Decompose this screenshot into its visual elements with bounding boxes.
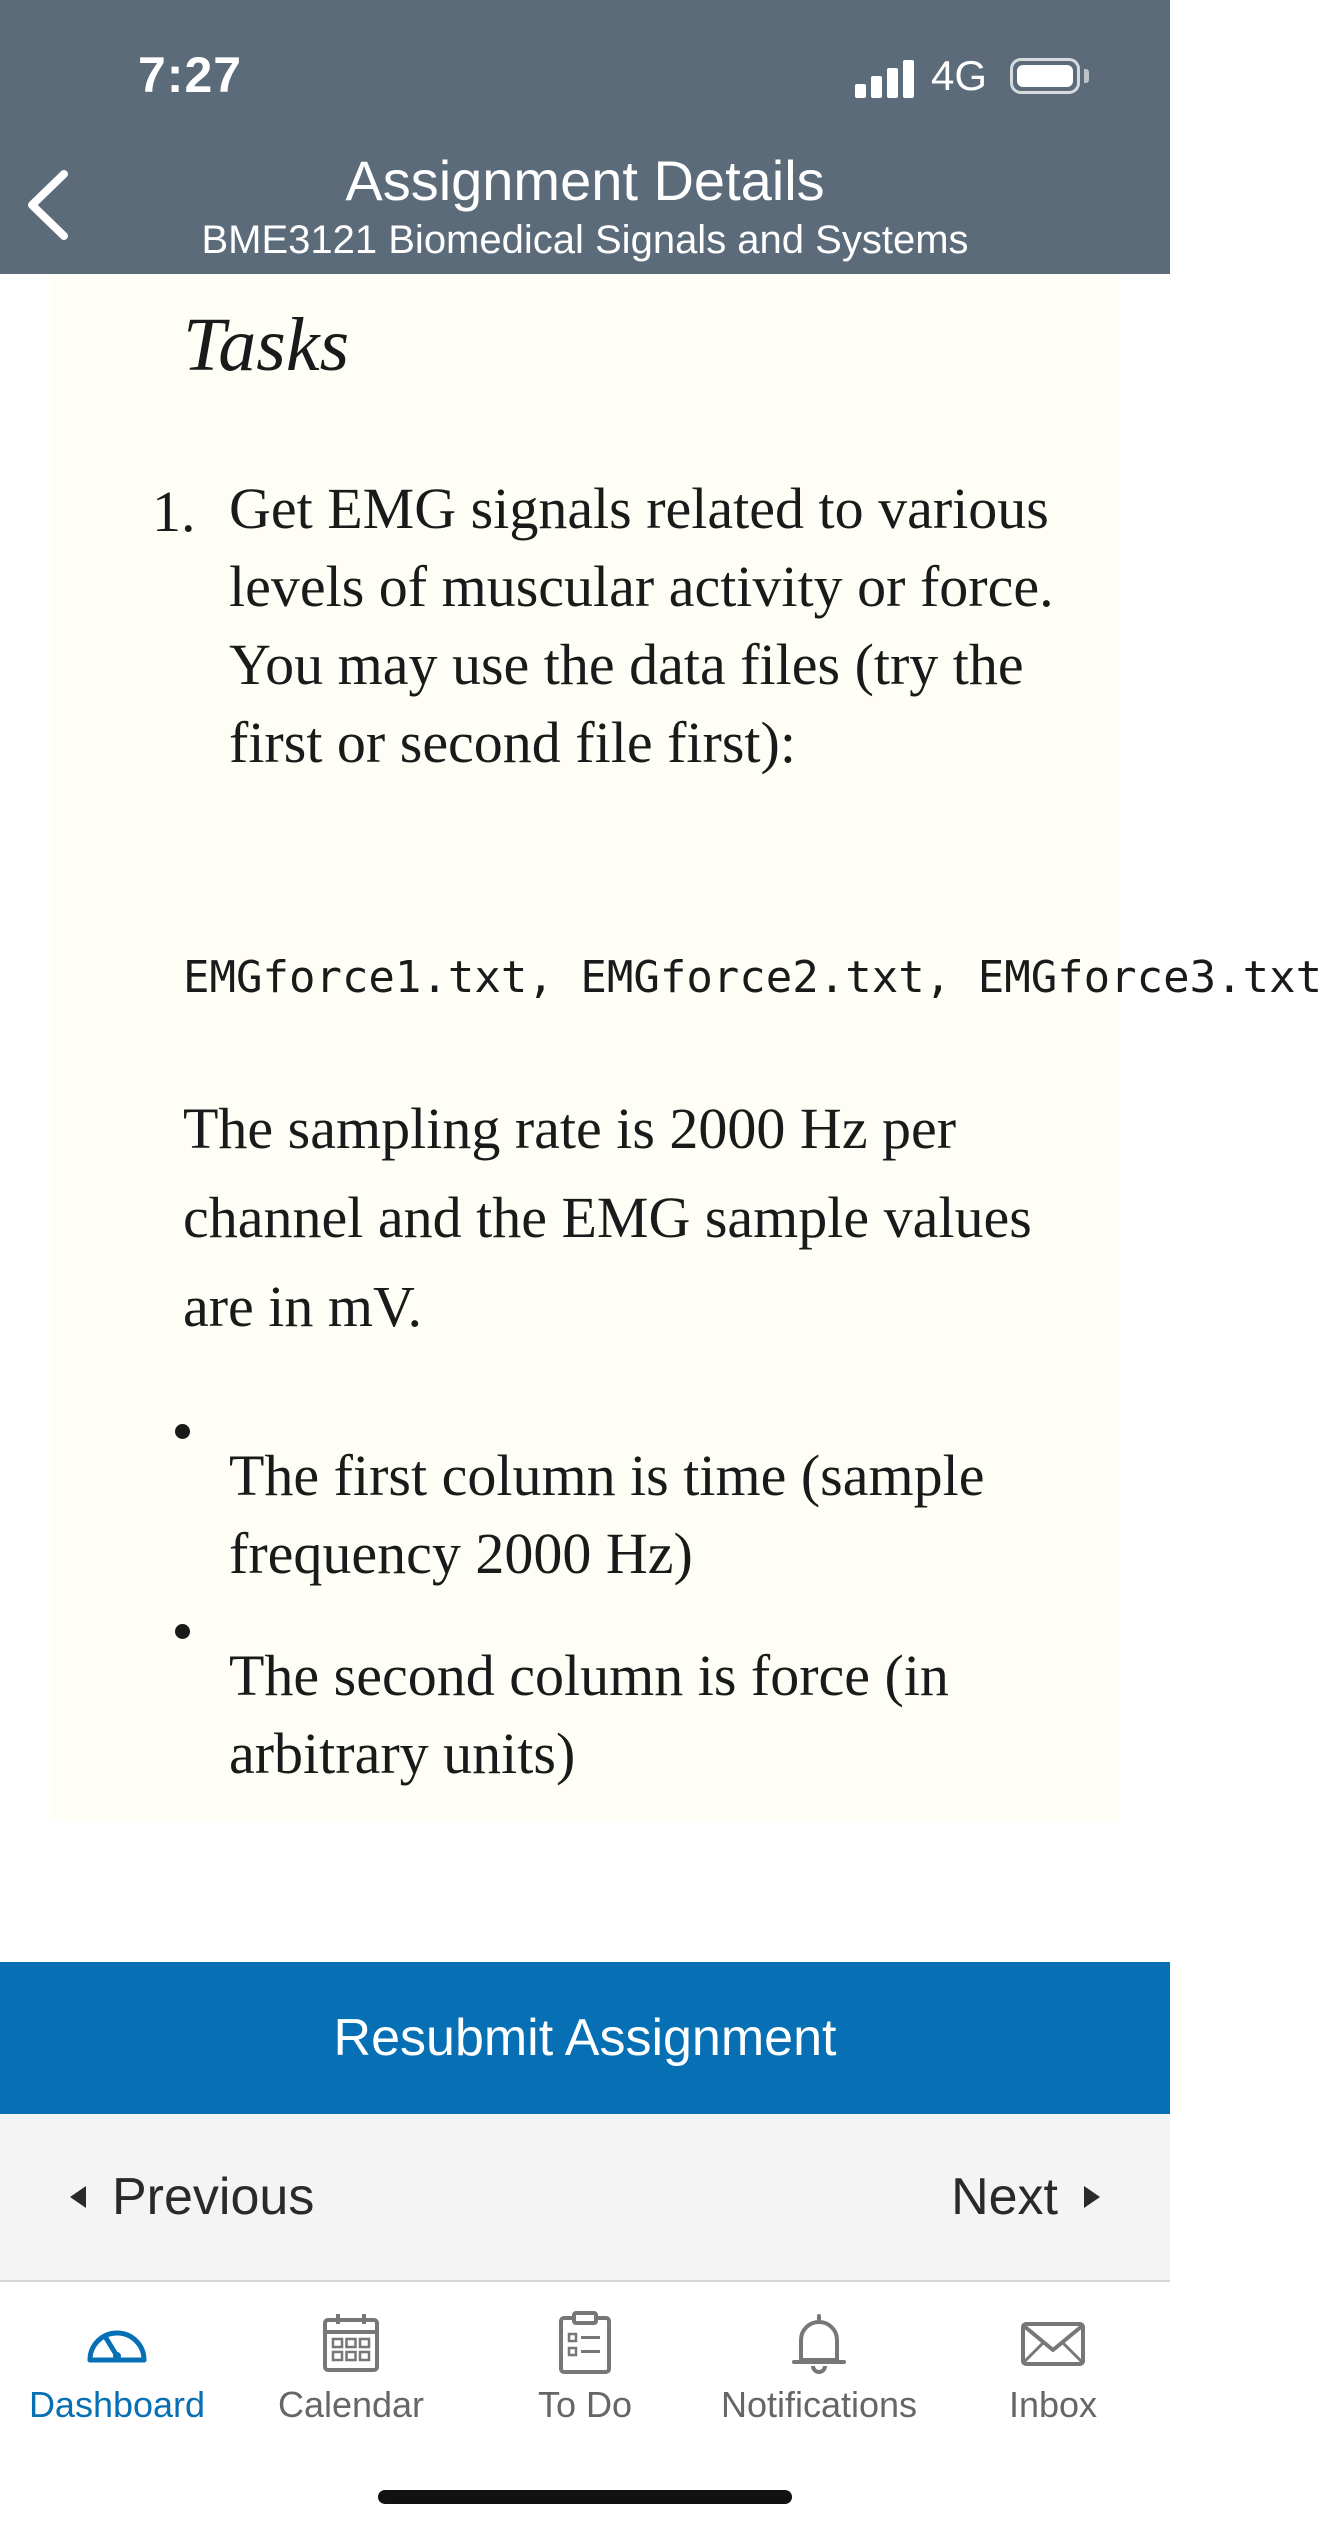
- next-button[interactable]: [951, 2114, 1100, 2280]
- bullet-item: The second column is force (in arbitrary units): [229, 1643, 949, 1786]
- previous-button[interactable]: [70, 2114, 314, 2280]
- dashboard-icon: [82, 2308, 152, 2378]
- network-type: 4G: [931, 52, 988, 99]
- envelope-icon: [1018, 2308, 1088, 2378]
- course-subtitle: BME3121 Biomedical Signals and Systems: [201, 218, 969, 262]
- tab-notifications[interactable]: [702, 2282, 936, 2482]
- status-time: 7:27: [138, 47, 243, 103]
- data-files-code[interactable]: EMGforce1.txt, EMGforce2.txt, EMGforce3.txt: [183, 952, 1322, 1003]
- tab-label: Dashboard: [28, 2384, 206, 2425]
- list-number: 1.: [152, 479, 196, 544]
- bullet-dot: [175, 1424, 190, 1439]
- cellular-signal-icon: [855, 58, 915, 98]
- bell-icon: [784, 2308, 854, 2378]
- pager-bar: [0, 2114, 1170, 2282]
- caret-right-icon: [1084, 2186, 1100, 2208]
- tab-label: Notifications: [720, 2384, 918, 2425]
- home-indicator[interactable]: [378, 2490, 792, 2504]
- todo-clipboard-icon: [550, 2308, 620, 2378]
- bullet-dot: [175, 1624, 190, 1639]
- tab-label: Calendar: [277, 2384, 425, 2425]
- bullet-item: The first column is time (sample frequency 2000 Hz): [229, 1443, 985, 1586]
- caret-left-icon: [70, 2186, 86, 2208]
- tab-inbox[interactable]: [936, 2282, 1170, 2482]
- tab-calendar[interactable]: [234, 2282, 468, 2482]
- previous-label: Previous: [112, 2168, 315, 2226]
- tab-label: To Do: [537, 2384, 633, 2425]
- battery-icon: [1010, 58, 1080, 94]
- app-header: [0, 0, 1170, 274]
- page-title: Assignment Details: [345, 149, 825, 212]
- next-label: Next: [951, 2168, 1058, 2226]
- tab-todo[interactable]: [468, 2282, 702, 2482]
- sampling-paragraph: The sampling rate is 2000 Hz per channel and the EMG sample values are in mV.: [183, 1096, 1032, 1339]
- tab-dashboard[interactable]: [0, 2282, 234, 2482]
- tasks-heading: Tasks: [183, 303, 350, 387]
- calendar-icon: [316, 2308, 386, 2378]
- task-text: Get EMG signals related to various levels of muscular activity or force. You may use the data files (try the first or second file first):: [229, 476, 1054, 775]
- battery-nub: [1084, 69, 1089, 83]
- tab-label: Inbox: [1008, 2384, 1098, 2425]
- resubmit-assignment-button[interactable]: Resubmit Assignment: [0, 1962, 1170, 2114]
